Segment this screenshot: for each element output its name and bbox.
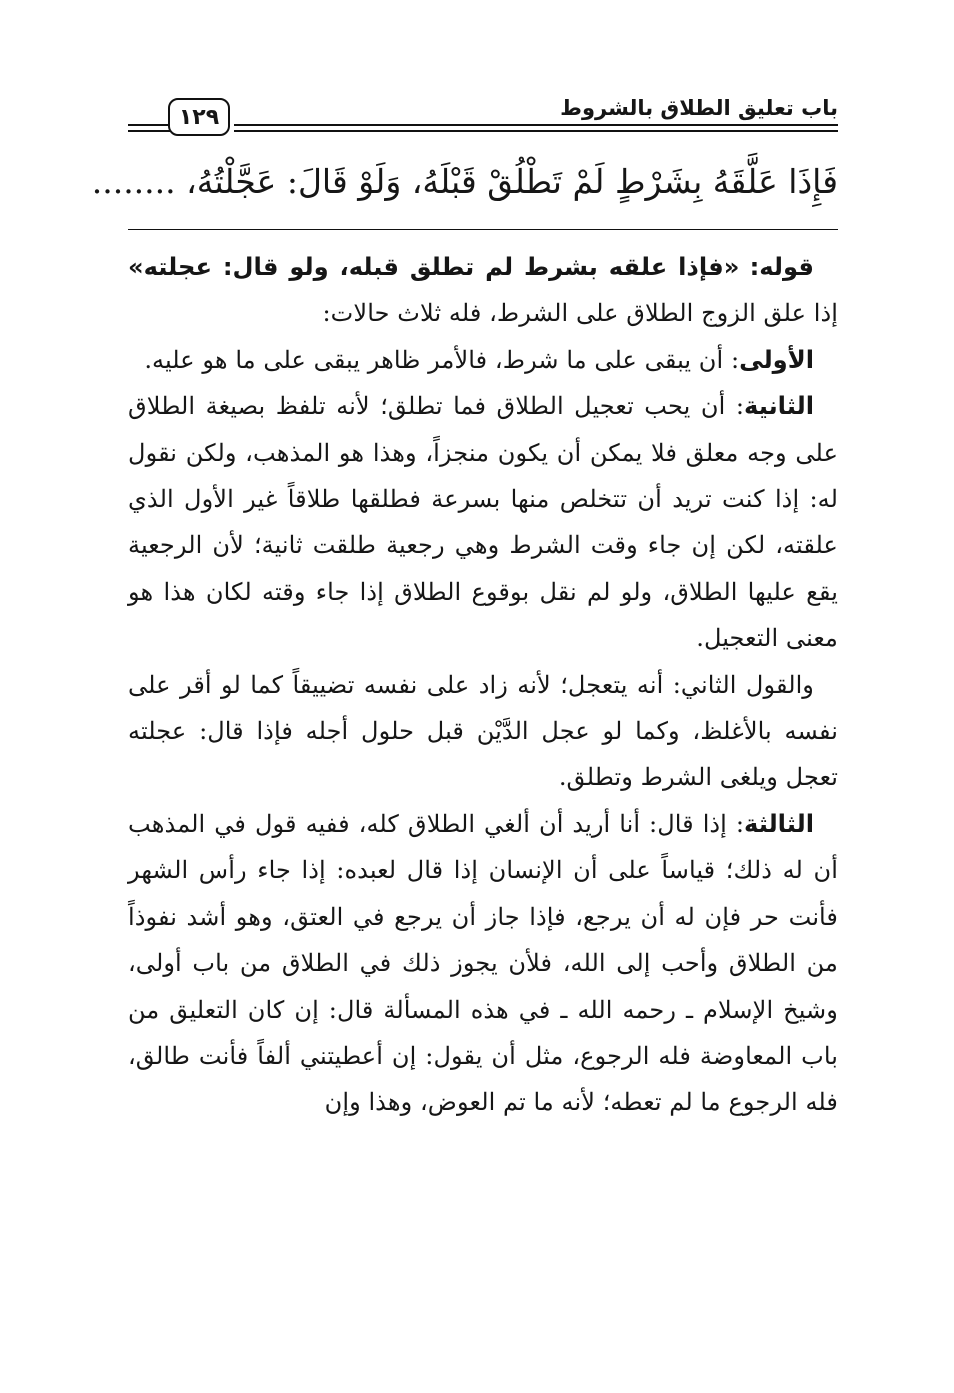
paragraph-text: إذا علق الزوج الطلاق على الشرط، فله ثلاث حالات: <box>322 299 838 328</box>
page-number: ١٢٩ <box>168 98 230 136</box>
paragraph <box>128 662 838 801</box>
paragraph-lead: الثانية <box>744 392 814 421</box>
header-rule-left <box>128 130 170 132</box>
paragraph-lead: الأولى <box>739 345 814 374</box>
paragraph-lead: قوله: <box>749 253 814 281</box>
running-title: باب تعليق الطلاق بالشروط <box>560 96 838 120</box>
paragraph-lead: الثالثة <box>744 809 814 838</box>
matn-text: فَإِذَا عَلَّقَهُ بِشَرْطٍ لَمْ تَطْلُقْ قَبْلَهُ، وَلَوْ قَالَ: عَجَّلْتُهُ، ........ <box>91 162 838 201</box>
matn-quote: «فإذا علقه بشرط لم تطلق قبله، ولو قال: عجلته» <box>128 253 740 281</box>
paragraph-text: : أن يبقى على ما شرط، فالأمر ظاهر يبقى على ما هو عليه. <box>144 345 740 374</box>
paragraph <box>128 801 838 1126</box>
page-header <box>128 90 838 146</box>
paragraph-text: : إذا قال: أنا أريد أن ألغي الطلاق كله، ففيه قول في المذهب أن له ذلك؛ قياساً على أن الإنسان إذا قال لعبده: إذا جاء رأس الشهر فأنت حر فإن له أن يرجع، فإذا جاز أن يرجع في العتق، وهو أشد نفوذاً من الطلاق وأحب إلى الله، فلأن يجوز ذلك في الطلاق من باب أولى، وشيخ الإسلام ـ رحمه الله ـ في هذه المسألة قال: إن كان التعليق من باب المعاوضة فله الرجوع، مثل أن يقول: إن أعطيتني ألفاً فأنت طالق، فله الرجوع ما لم تعطه؛ لأنه ما تم العوض، وهذا وإن <box>128 809 838 1117</box>
header-rule <box>234 124 838 126</box>
commentary-body <box>128 244 838 1126</box>
paragraph <box>128 383 838 661</box>
header-rule <box>234 130 838 132</box>
paragraph <box>128 244 838 337</box>
matn-divider <box>128 229 838 230</box>
paragraph-text: : أن يحب تعجيل الطلاق فما تطلق؛ لأنه تلفظ بصيغة الطلاق على وجه معلق فلا يمكن أن يكون منجزاً، وهذا هو المذهب، ولكن نقول له: إذا كنت تريد أن تتخلص منها بسرعة فطلقها طلاقاً غير الأول الذي علقته، لكن إن جاء وقت الشرط وهي رجعية طلقت ثانية؛ لأن الرجعية يقع عليها الطلاق، ولو لم نقل بوقوع الطلاق إذا جاء وقته لكان هذا هو معنى التعجيل. <box>128 392 838 653</box>
paragraph-text: والقول الثاني: أنه يتعجل؛ لأنه زاد على نفسه تضييقاً كما لو أقر على نفسه بالأغلظ، وكما لو عجل الدَّيْن قبل حلول أجله فإذا قال: عجلته تعجل ويلغى الشرط وتطلق. <box>128 670 838 792</box>
paragraph <box>128 337 838 383</box>
header-rule-left <box>128 124 170 126</box>
